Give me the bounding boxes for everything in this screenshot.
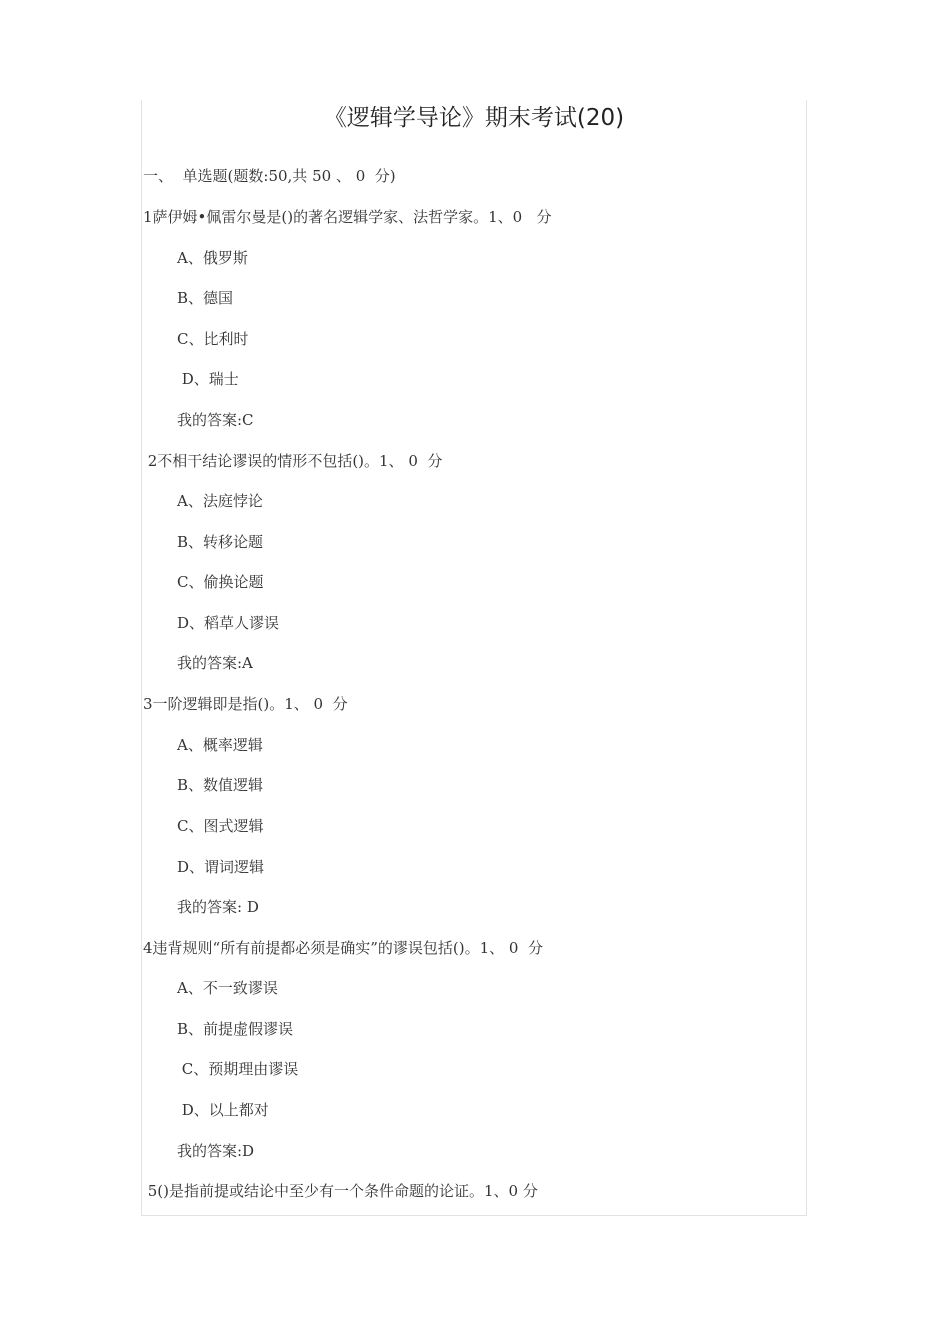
option-c: C、图式逻辑 [177,817,264,835]
option-d: D、稻草人谬误 [177,614,280,632]
option-d: D、瑞士 [177,370,239,388]
option-b: B、数值逻辑 [177,776,264,794]
option-b: B、德国 [177,289,234,307]
option-c: C、预期理由谬误 [177,1060,299,1078]
option-a: A、俄罗斯 [177,249,248,267]
option-c: C、比利时 [177,330,249,348]
my-answer: 我的答案:C [177,411,254,429]
question-stem: 1萨伊姆•佩雷尔曼是()的著名逻辑学家、法哲学家。1、0 分 [143,208,552,226]
question-stem: 4违背规则“所有前提都必须是确实”的谬误包括()。1、 0 分 [143,939,543,957]
option-a: A、概率逻辑 [177,736,263,754]
option-b: B、前提虚假谬误 [177,1020,294,1038]
option-c: C、偷换论题 [177,573,264,591]
section-heading: 一、 单选题(题数:50,共 50 、 0 分) [143,167,396,185]
question-stem: 3一阶逻辑即是指()。1、 0 分 [143,695,348,713]
option-d: D、谓词逻辑 [177,858,265,876]
my-answer: 我的答案: D [177,898,259,916]
page-title: 《逻辑学导论》期末考试(20) [323,105,625,131]
question-stem: 5()是指前提或结论中至少有一个条件命题的论证。1、0 分 [143,1182,538,1200]
option-a: A、法庭悖论 [177,492,263,510]
my-answer: 我的答案:A [177,654,253,672]
option-a: A、不一致谬误 [177,979,278,997]
option-d: D、以上都对 [177,1101,269,1119]
option-b: B、转移论题 [177,533,264,551]
my-answer: 我的答案:D [177,1142,255,1160]
question-stem: 2不相干结论谬误的情形不包括()。1、 0 分 [143,452,443,470]
